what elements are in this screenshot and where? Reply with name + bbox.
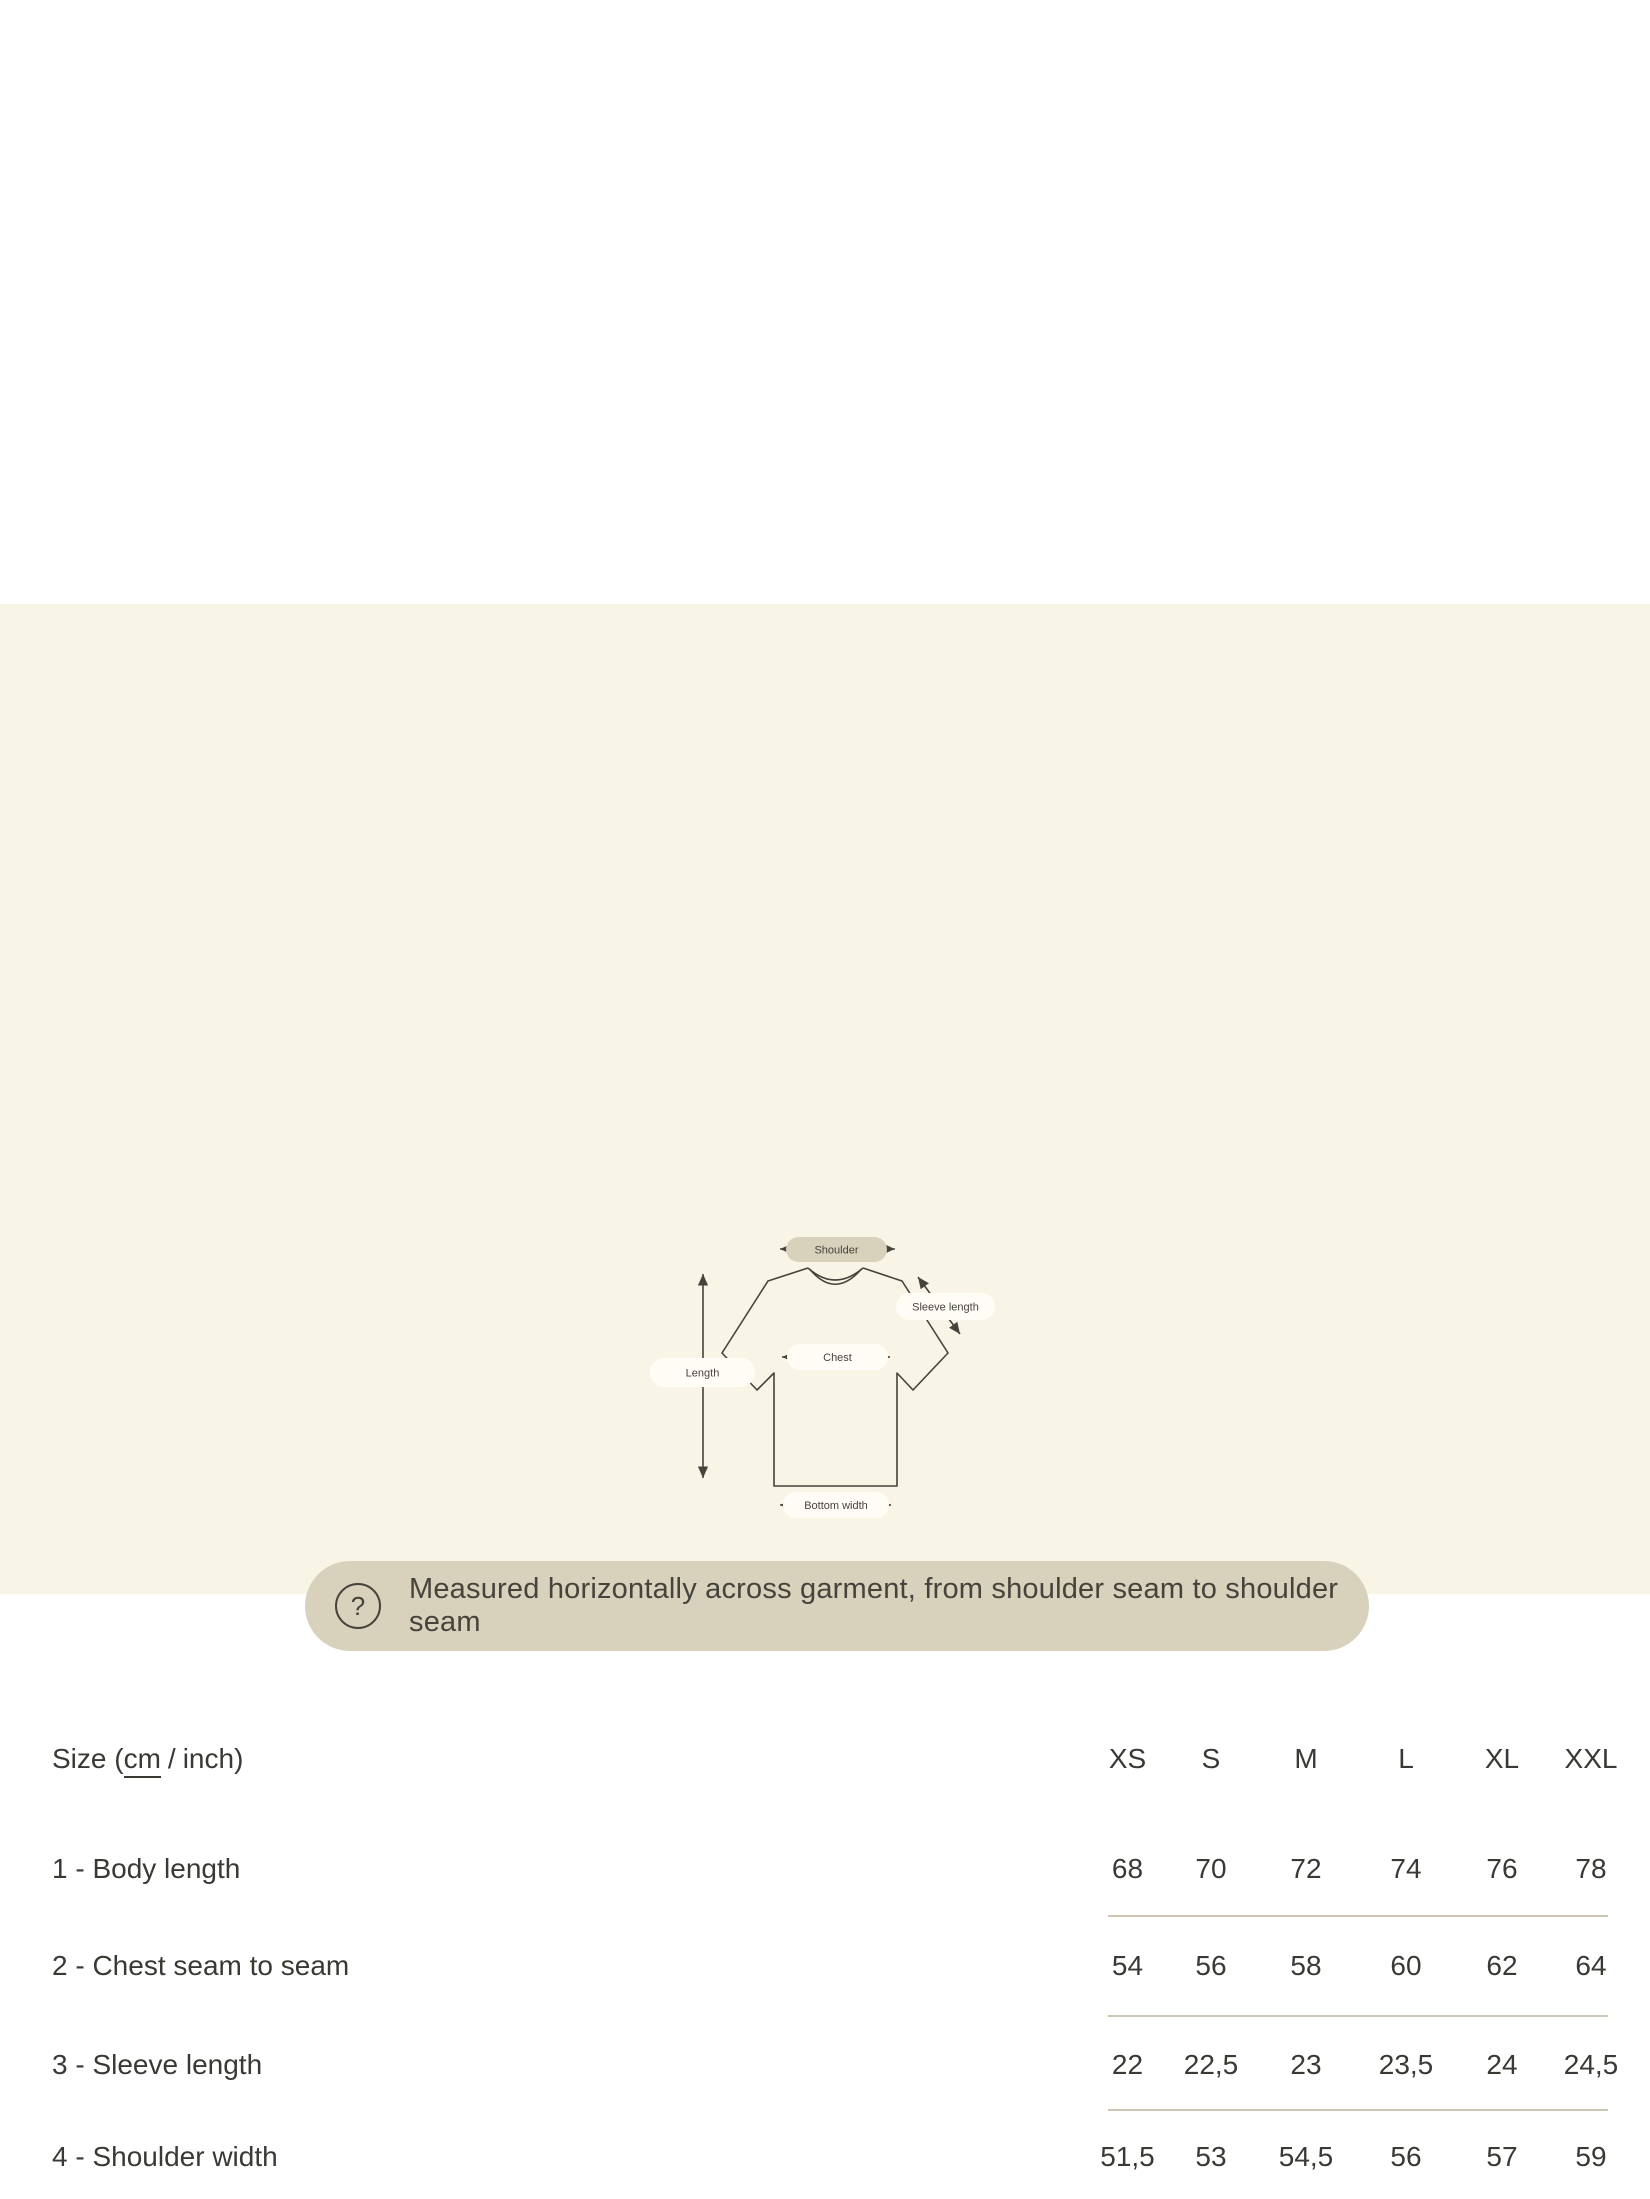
value-cell: 56 [1390,2141,1422,2172]
tooltip-text: Measured horizontally across garment, from shoulder seam to shoulder seam [409,1573,1339,1638]
value-cell: 57 [1486,2141,1518,2172]
measurement-tooltip [305,1561,1369,1651]
row-values [1085,1852,1630,1886]
value-cell: 56 [1195,1950,1227,1981]
size-column-header-l: L [1398,1743,1414,1774]
measurement-row-body-length [0,1852,1650,1886]
value-cell: 70 [1195,1853,1227,1884]
sleeve-pill-label: Sleeve length [912,1301,979,1314]
value-cell: 24 [1486,2049,1518,2080]
value-cell: 68 [1111,1853,1144,1884]
value-cell: 23 [1290,2049,1322,2080]
value-cell: 62 [1486,1950,1518,1981]
measurement-row-chest [0,1949,1650,1983]
unit-separator: / [167,1743,176,1774]
row-divider [1108,2015,1608,2017]
shoulder-measure-pill[interactable] [786,1237,887,1262]
garment-diagram [640,1216,1010,1524]
value-cell: 22,5 [1183,2049,1239,2080]
size-column-header-xxl: XXL [1564,1743,1618,1774]
chest-pill-label: Chest [823,1352,852,1364]
value-cell: 60 [1390,1950,1422,1981]
length-pill-label: Length [685,1367,720,1380]
row-divider [1108,1915,1608,1917]
bottom-width-pill-label: Bottom width [804,1500,868,1512]
size-column-header-m: M [1294,1743,1318,1774]
row-values [1085,1949,1630,1983]
length-measure-pill[interactable] [650,1358,755,1387]
value-cell: 23,5 [1378,2049,1434,2080]
measurement-row-sleeve-length [0,2048,1650,2082]
row-label: 1 - Body length [52,1853,241,1884]
value-cell: 76 [1486,1853,1518,1884]
size-column-headers [1085,1742,1630,1776]
value-cell: 64 [1575,1950,1607,1981]
value-cell: 22 [1111,2049,1144,2080]
value-cell: 51,5 [1100,2141,1155,2172]
row-label: 3 - Sleeve length [52,2049,263,2080]
unit-toggle-cm[interactable]: cm [124,1744,161,1778]
value-cell: 59 [1575,2141,1607,2172]
value-cell: 54,5 [1278,2141,1334,2172]
shoulder-pill-label: Shoulder [814,1244,859,1257]
row-values [1085,2140,1630,2174]
value-cell: 24,5 [1563,2049,1619,2080]
measurement-row-shoulder-width [0,2140,1650,2174]
row-divider [1108,2109,1608,2111]
row-values [1085,2048,1630,2082]
size-header-label [52,1742,243,1778]
row-label: 2 - Chest seam to seam [52,1950,350,1981]
bottom-width-measure-pill[interactable] [783,1492,889,1518]
sleeve-measure-pill[interactable] [896,1293,995,1320]
value-cell: 58 [1290,1950,1322,1981]
size-table-header-row [0,1742,1650,1776]
size-column-header-s: S [1201,1743,1221,1774]
value-cell: 72 [1290,1853,1322,1884]
size-header-suffix: ) [234,1743,244,1774]
help-icon[interactable]: ? [335,1583,381,1629]
value-cell: 78 [1575,1853,1607,1884]
value-cell: 53 [1195,2141,1227,2172]
value-cell: 74 [1390,1853,1422,1884]
chest-measure-pill[interactable] [787,1344,888,1370]
row-label: 4 - Shoulder width [52,2141,278,2172]
size-guide-panel [0,604,1650,2172]
size-header-prefix: Size ( [52,1743,124,1774]
value-cell: 54 [1111,1950,1144,1981]
size-column-header-xs: XS [1108,1743,1147,1774]
size-column-header-xl: XL [1484,1743,1520,1774]
unit-toggle-inch[interactable]: inch [182,1743,235,1774]
